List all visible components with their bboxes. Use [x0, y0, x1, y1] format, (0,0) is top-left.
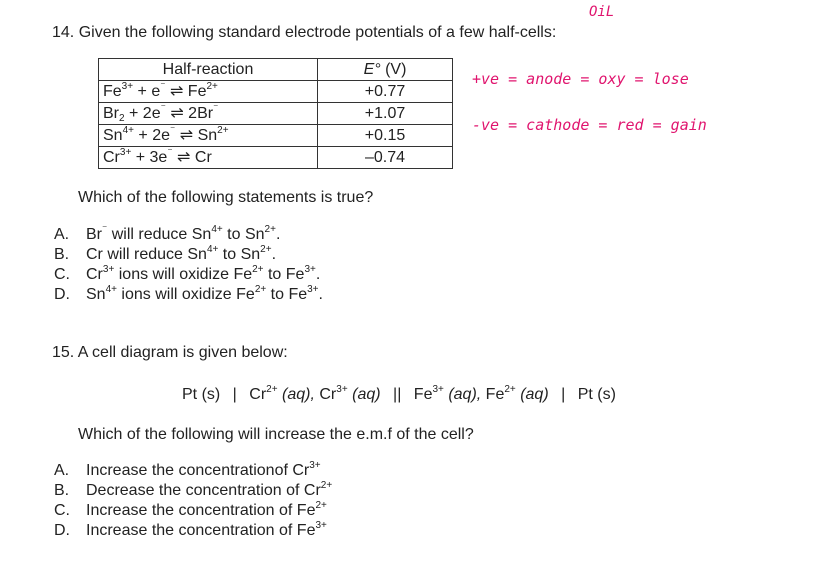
- table-row: [99, 103, 453, 125]
- half-reaction-cell: $Fe^{3+} + e^{^-}$ ⇌ $Fe^{2+}$: [99, 81, 318, 103]
- phase-boundary-left: |: [232, 386, 237, 403]
- table-header-row: [99, 59, 453, 81]
- q14-option-a[interactable]: A. Br⁻ will reduce $Sn^{4+}$ to $Sn^{2+}$.: [54, 224, 281, 243]
- table-row: [99, 125, 453, 147]
- potential-cell: +0.15: [318, 125, 453, 147]
- q15-option-c[interactable]: C. Increase the concentration of $Fe^{2+}$: [54, 500, 327, 519]
- potential-cell: +0.77: [318, 81, 453, 103]
- q14-option-d[interactable]: D. $Sn^{4+}$ ions will oxidize $Fe^{2+}$ to $Fe^{3+}$.: [54, 284, 323, 303]
- half-reaction-cell: $Sn^{4+} + 2e^{^-}$ ⇌ $Sn^{2+}$: [99, 125, 318, 147]
- header-half-reaction: Half-reaction: [99, 59, 318, 81]
- table-row: [99, 81, 453, 103]
- handwritten-oil-note: OiL: [589, 4, 615, 20]
- q15-option-b[interactable]: B. Decrease the concentration of $Cr^{2+}$: [54, 480, 333, 499]
- q15-option-a[interactable]: A. Increase the concentrationof $Cr^{3+}$: [54, 460, 321, 479]
- pt-right: Pt (s): [577, 386, 616, 403]
- pt-left: Pt (s): [182, 386, 221, 403]
- potential-symbol: E°: [363, 60, 381, 78]
- salt-bridge: ||: [393, 386, 402, 403]
- handwritten-positive-note: +ve = anode = oxy = lose: [472, 70, 689, 88]
- potential-unit: (V): [380, 60, 407, 78]
- q15-option-d[interactable]: D. Increase the concentration of $Fe^{3+}$: [54, 520, 327, 539]
- q14-question: Which of the following statements is true?: [78, 189, 374, 206]
- q14-option-c[interactable]: C. $Cr^{3+}$ ions will oxidize $Fe^{2+}$ to $Fe^{3+}$.: [54, 264, 321, 283]
- half-reaction-cell: $Br_2 + 2e^{^-}$ ⇌ 2Br⁻: [99, 103, 318, 125]
- q15-stem: 15. A cell diagram is given below:: [52, 344, 288, 361]
- header-potential: [318, 59, 453, 81]
- cell-diagram: Pt (s) | $Cr^{2+}$ (aq), $Cr^{3+}$ (aq) || $Fe^{3+}$ (aq), $Fe^{2+}$ (aq) | Pt (s): [182, 384, 616, 403]
- phase-boundary-right: |: [561, 386, 566, 403]
- potential-cell: –0.74: [318, 147, 453, 169]
- half-reaction-cell: $Cr^{3+} + 3e^{^-}$ ⇌ Cr: [99, 147, 318, 169]
- q14-stem: 14. Given the following standard electrode potentials of a few half-cells:: [52, 24, 557, 41]
- electrode-potential-table: [98, 58, 453, 169]
- table-row: [99, 147, 453, 169]
- q14-option-b[interactable]: B. Cr will reduce $Sn^{4+}$ to $Sn^{2+}$.: [54, 244, 277, 263]
- handwritten-negative-note: -ve = cathode = red = gain: [472, 116, 707, 134]
- potential-cell: +1.07: [318, 103, 453, 125]
- q15-question: Which of the following will increase the e.m.f of the cell?: [78, 426, 474, 443]
